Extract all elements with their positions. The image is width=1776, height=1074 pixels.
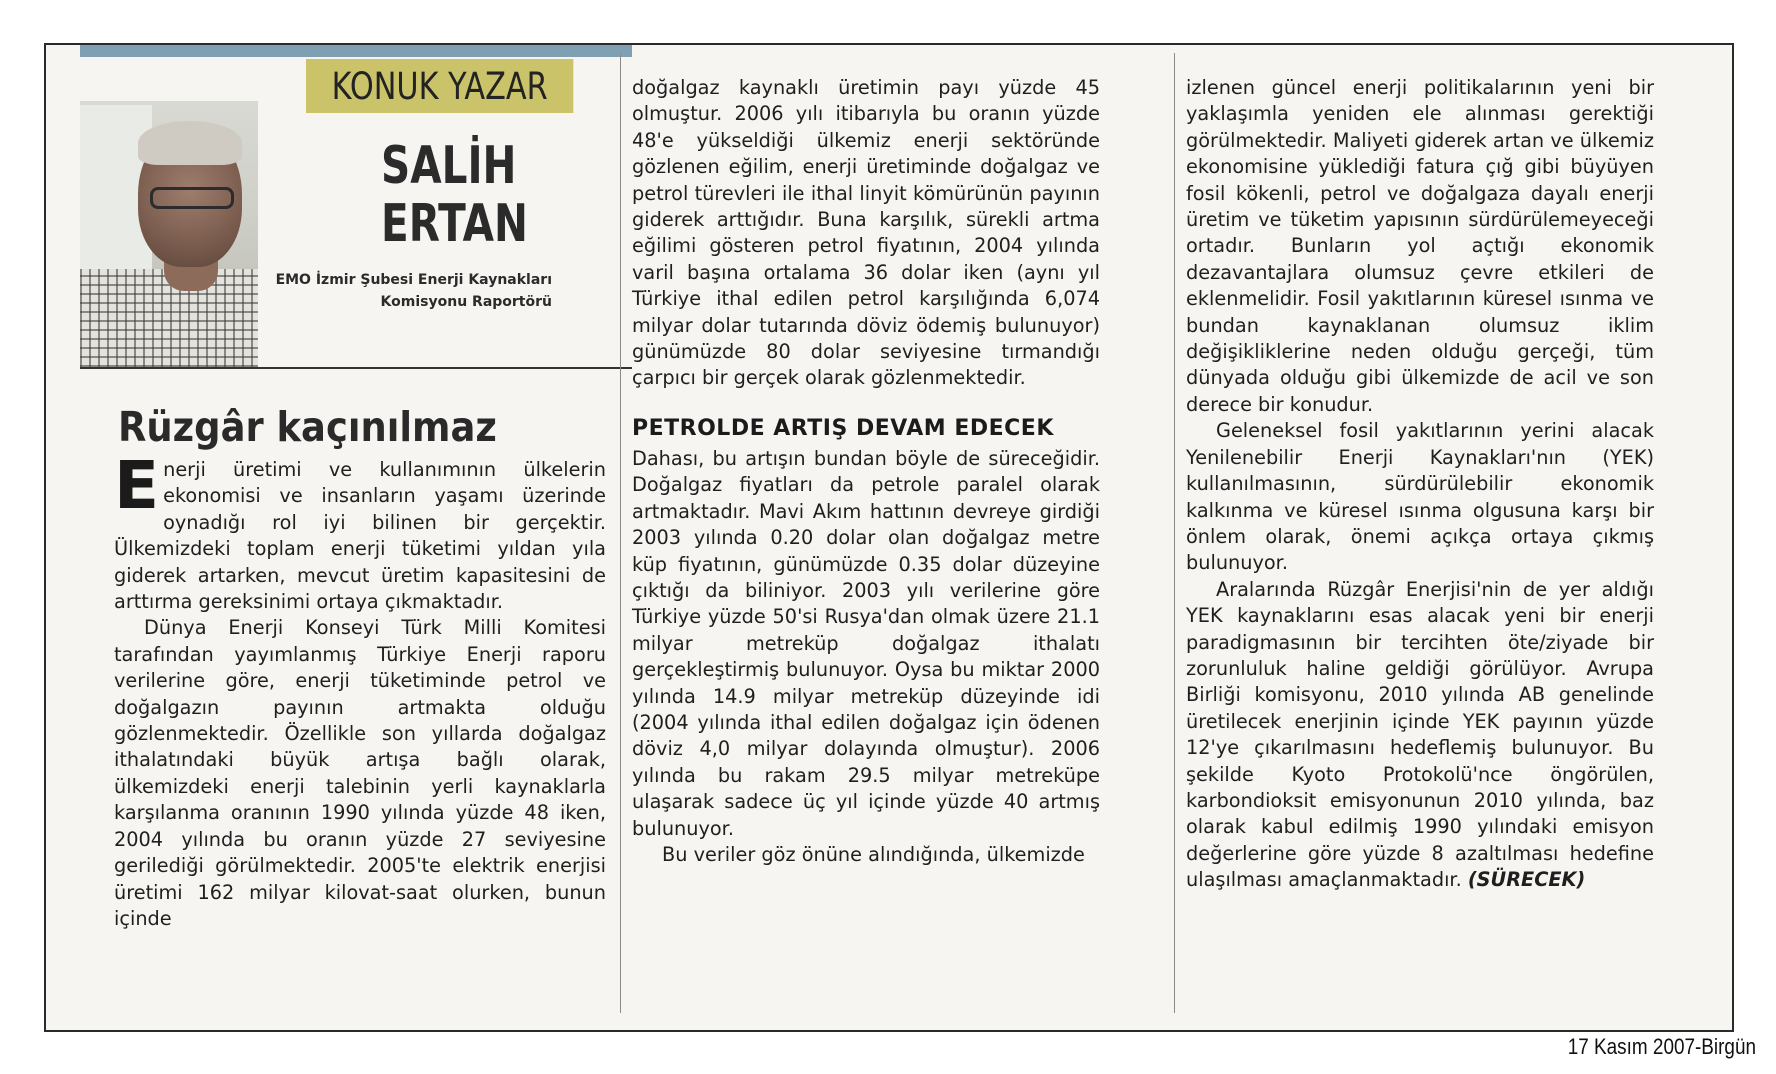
author-role: [270, 269, 552, 313]
left-column: [80, 45, 640, 1030]
paragraph: izlenen güncel enerji politikalarının yeni bir yaklaşımla yeniden ele alınması gerektiği görülmektedir. Maliyeti giderek artan ve ülkemiz ekonomisine yüklediği fatura çığ gibi büyüyen fosil kökenli, petrol ve doğalgaza dayalı enerji üretim ve tüketim yapısının sürdürülemeyeceği ortadır. Bunların yol açtığı ekonomik dezavantajlara olumsuz çevre etkileri de eklenmelidir. Fosil yakıtlarının küresel ısınma ve bundan kaynaklanan olumsuz iklim değişikliklerine neden olduğu gerçeği, tüm dünyada olduğu gibi ülkemizde de acil ve son derece bir konudur.: [1186, 76, 1654, 416]
continued-note: (SÜRECEK): [1467, 868, 1586, 892]
header-color-band: [80, 45, 632, 57]
newspaper-clipping: [44, 43, 1734, 1032]
paragraph: Geleneksel fosil yakıtlarının yerini alacak Yenilenebilir Enerji Kaynakları'nın (YEK) kullanılmasının, sürdürülebilir ekonomik kalkınma ve küresel ısınma olgusuna karşı bir önlem olarak, önemi açıkça ortaya çıkmış bulunuyor.: [1186, 419, 1654, 575]
section-label: KONUK YAZAR: [306, 59, 573, 113]
middle-column: [632, 45, 1168, 1030]
paragraph: Bu veriler göz önüne alındığında, ülkemizde: [662, 842, 1085, 866]
right-column: [1186, 45, 1706, 1030]
author-role-line1: EMO İzmir Şubesi Enerji Kaynakları: [275, 272, 552, 288]
subheading: PETROLDE ARTIŞ DEVAM EDECEK: [632, 415, 1054, 441]
photo-glasses: [150, 187, 234, 209]
publication-dateline: 17 Kasım 2007-Birgün: [1567, 1034, 1756, 1059]
author-role-line2: Komisyonu Raportörü: [380, 294, 552, 310]
photo-hair: [138, 121, 242, 165]
header-divider: [80, 367, 632, 369]
left-column-body: [114, 447, 606, 932]
paragraph-text: Aralarında Rüzgâr Enerjisi'nin de yer aldığı YEK kaynaklarını esas alacak yeni bir enerji paradigmasının bir tercihten öte/ziyade bir zorunluluk haline geldiği görülüyor. Avrupa Birliği komisyonu, 2010 yılında AB genelinde üretilecek enerjinin içinde YEK payının yüzde 12'ye çıkarılmasını hedeflemiş bulunuyor. Bu şekilde Kyoto Protokolü'nce öngörülen, karbondioksit emisyonunun 2010 yılında, baz olarak kabul edilmiş 1990 yılındaki emisyon değerlerine göre yüzde 8 azaltılması hedefine ulaşılması amaçlanmaktadır.: [1186, 577, 1654, 892]
paragraph: Dünya Enerji Konseyi Türk Milli Komitesi tarafından yayımlanmış Türkiye Enerji raporu verilerine göre, enerji tüketiminde petrol ve doğalgazın payının artmakta olduğu gözlenmektedir. Özellikle son yıllarda doğalgaz ithalatındaki büyük artışa bağlı olarak, ülkemizdeki enerji talebinin yerli kaynaklarla karşılanma oranının 1990 yılında yüzde 48 iken, 2004 yılında bu oranın yüzde 27 seviyesine gerilediği görülmektedir. 2005'te elektrik enerjisi üretimi 162 milyar kilovat-saat olurken, bunun içinde: [114, 616, 606, 930]
column-divider: [620, 53, 621, 1013]
middle-column-body: [632, 75, 1100, 868]
article-headline: Rüzgâr kaçınılmaz: [118, 403, 497, 451]
author-header: [80, 45, 632, 367]
author-first-name: SALİH: [381, 136, 517, 196]
paragraph-text: nerji üretimi ve kullanımının ülkelerin ekonomisi ve insanların yaşamı üzerinde oynadığı rol iyi bilinen bir gerçektir. Ülkemizdeki toplam enerji tüketimi yıldan yıla giderek artarken, mevcut üretim kapasitesini de arttırma gereksinimi ortaya çıkmaktadır.: [114, 458, 606, 614]
paragraph: Dahası, bu artışın bundan böyle de süreceğidir. Doğalgaz fiyatları da petrole paralel olarak artmaktadır. Mavi Akım hattının devreye girdiği 2003 yılında 0.20 dolar olan doğalgaz metre küp fiyatının, günümüzde 0.35 dolar düzeyine çıktığı da biliniyor. 2003 yılı verilerine göre Türkiye yüzde 50'si Rusya'dan olmak üzere 21.1 milyar metreküp doğalgaz ithalatı gerçekleştirmiş bulunuyor. Oysa bu miktar 2000 yılında 14.9 milyar metreküp düzeyinde idi (2004 yılında ithal edilen doğalgaz için ödenen döviz 4,0 milyar dolayında olmuştur). 2006 yılında bu rakam 29.5 milyar metreküpe ulaşarak sadece üç yıl içinde yüzde 40 artmış bulunuyor.: [632, 446, 1100, 840]
column-divider: [1174, 53, 1175, 1013]
paragraph: [1186, 577, 1654, 894]
drop-cap: E: [114, 447, 160, 524]
paragraph: doğalgaz kaynaklı üretimin payı yüzde 45 olmuştur. 2006 yılı itibarıyla bu oranın yüzde 48'e yükseldiği ülkemiz enerji sektöründe gözlenen eğilim, enerji üretiminde doğalgaz ve petrol türevleri ile ithal linyit kömürünün payının giderek arttığıdır. Buna karşılık, sürekli artma eğilimi gösteren petrol fiyatının, 2004 yılında varil başına ortalama 36 dolar iken (aynı yıl Türkiye ithal edilen petrol karşılığında 6,074 milyar dolar tutarında döviz ödemiş bulunuyor) günümüzde 80 dolar seviyesine tırmandığı çarpıcı bir gerçek olarak gözlenmektedir.: [632, 76, 1100, 390]
paragraph: [114, 447, 606, 615]
author-name: [381, 136, 528, 254]
right-column-body: [1186, 75, 1654, 894]
author-photo: [80, 101, 258, 367]
author-last-name: ERTAN: [381, 194, 528, 254]
